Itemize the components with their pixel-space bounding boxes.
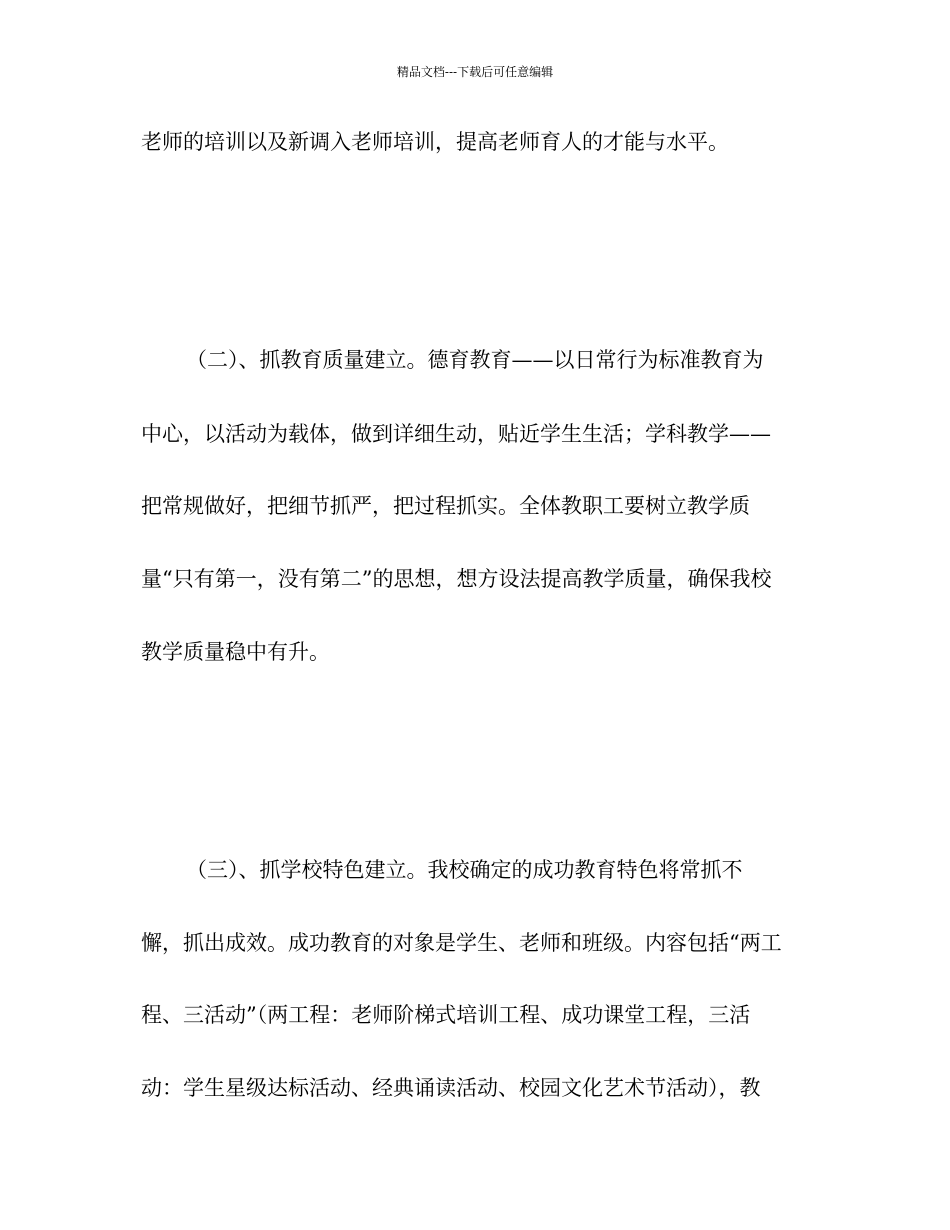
paragraph-line: （三）、抓学校特色建立。我校确定的成功教育特色将常抓不: [186, 858, 743, 882]
paragraph-line: 把常规做好，把细节抓严，把过程抓实。全体教职工要树立教学质: [141, 494, 750, 518]
paragraph-line: 量“只有第一，没有第二”的思想，想方设法提高教学质量，确保我校: [141, 567, 772, 591]
paragraph-line: 教学质量稳中有升。: [141, 640, 330, 664]
page-header: 精品文档---下载后可任意编辑: [396, 65, 554, 79]
paragraph-line: 中心，以活动为载体，做到详细生动，贴近学生生活；学科教学——: [141, 422, 771, 446]
paragraph-line: 动：学生星级达标活动、经典诵读活动、校园文化艺术节活动），教: [141, 1076, 761, 1100]
paragraph-line: 老师的培训以及新调入老师培训，提高老师育人的才能与水平。: [141, 130, 729, 154]
paragraph-line: （二）、抓教育质量建立。德育教育——以日常行为标准教育为: [186, 348, 764, 372]
paragraph-line: 程、三活动”（两工程：老师阶梯式培训工程、成功课堂工程，三活: [141, 1003, 751, 1027]
paragraph-line: 懈，抓出成效。成功教育的对象是学生、老师和班级。内容包括“两工: [141, 931, 782, 955]
